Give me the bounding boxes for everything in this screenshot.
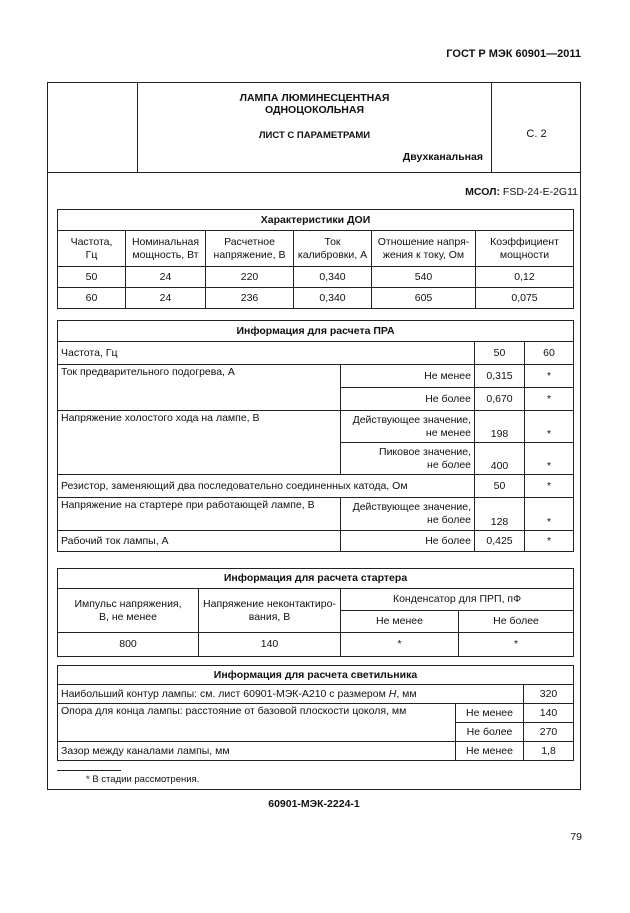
pra-table — [57, 320, 574, 552]
starter-title: Информация для расчета стартера — [58, 569, 574, 589]
mcol-label: МСОЛ: — [465, 186, 500, 198]
divider — [491, 82, 492, 172]
page-number: 79 — [570, 831, 582, 843]
divider — [47, 789, 581, 790]
lamp-type: Двухканальная — [402, 151, 483, 163]
table-row: Рабочий ток лампы, А Не более 0,425 * — [58, 531, 574, 552]
footnote-rule — [57, 770, 121, 771]
doi-header-cell: Частота, Гц — [58, 231, 126, 267]
doi-header-cell: Номинальная мощность, Вт — [126, 231, 206, 267]
mcol-line — [465, 186, 578, 198]
mcol-value: FSD-24-E-2G11 — [502, 186, 578, 198]
table-row: Не более 0,670 * — [58, 388, 574, 411]
table-row: Не более 270 — [58, 723, 574, 742]
table-row: 60 24 236 0,340 605 0,075 — [58, 288, 574, 309]
doi-header-cell: Отношение напря- жения к току, Ом — [372, 231, 476, 267]
page-title: ЛАМПА ЛЮМИНЕСЦЕНТНАЯ ОДНОЦОКОЛЬНАЯ — [239, 92, 390, 116]
table-row: Частота, Гц 50 60 — [58, 342, 574, 365]
doi-table — [57, 209, 574, 309]
table-row: Пиковое значение, не более 400 * — [58, 443, 574, 475]
divider — [47, 172, 581, 173]
table-row: Наибольший контур лампы: см. лист 60901-МЭК-А210 с размером H, мм 320 — [58, 685, 574, 704]
table-row: Зазор между каналами лампы, мм Не менее 1,8 — [58, 742, 574, 761]
sheet-number: С. 2 — [526, 128, 547, 140]
table-row: Резистор, заменяющий два последовательно соединенных катода, Ом 50 * — [58, 475, 574, 498]
starter-table: Информация для расчета стартера Импульс напряжения, В, не менее Напряжение неконтактиро- вания, В Конденсатор для ПРП, пФ Не менее Не более 800 140 * * — [57, 568, 574, 657]
doi-title: Характеристики ДОИ — [58, 210, 574, 231]
doi-header-cell: Ток калибровки, А — [294, 231, 372, 267]
luminaire-table — [57, 665, 574, 761]
table-row: Опора для конца лампы: расстояние от базовой плоскости цоколя, мм Не менее 140 — [58, 704, 574, 723]
table-row: Напряжение холостого хода на лампе, В Действующее значение, не менее 198 * — [58, 411, 574, 443]
pra-title: Информация для расчета ПРА — [58, 321, 574, 342]
table-row: Ток предварительного подогрева, А Не менее 0,315 * — [58, 365, 574, 388]
footnote: * В стадии рассмотрения. — [86, 774, 200, 785]
doi-header-cell: Расчетное напряжение, В — [206, 231, 294, 267]
table-row: 50 24 220 0,340 540 0,12 — [58, 267, 574, 288]
luminaire-title: Информация для расчета светильника — [58, 666, 574, 685]
doi-header-cell: Коэффициент мощности — [476, 231, 574, 267]
page-subtitle: ЛИСТ С ПАРАМЕТРАМИ — [258, 130, 371, 141]
table-row: 800 140 * * — [58, 633, 574, 657]
footer-code: 60901-МЭК-2224-1 — [268, 798, 360, 810]
table-row: Напряжение на стартере при работающей лампе, В Действующее значение, не более 128 * — [58, 498, 574, 531]
standard-header: ГОСТ Р МЭК 60901—2011 — [446, 48, 581, 60]
